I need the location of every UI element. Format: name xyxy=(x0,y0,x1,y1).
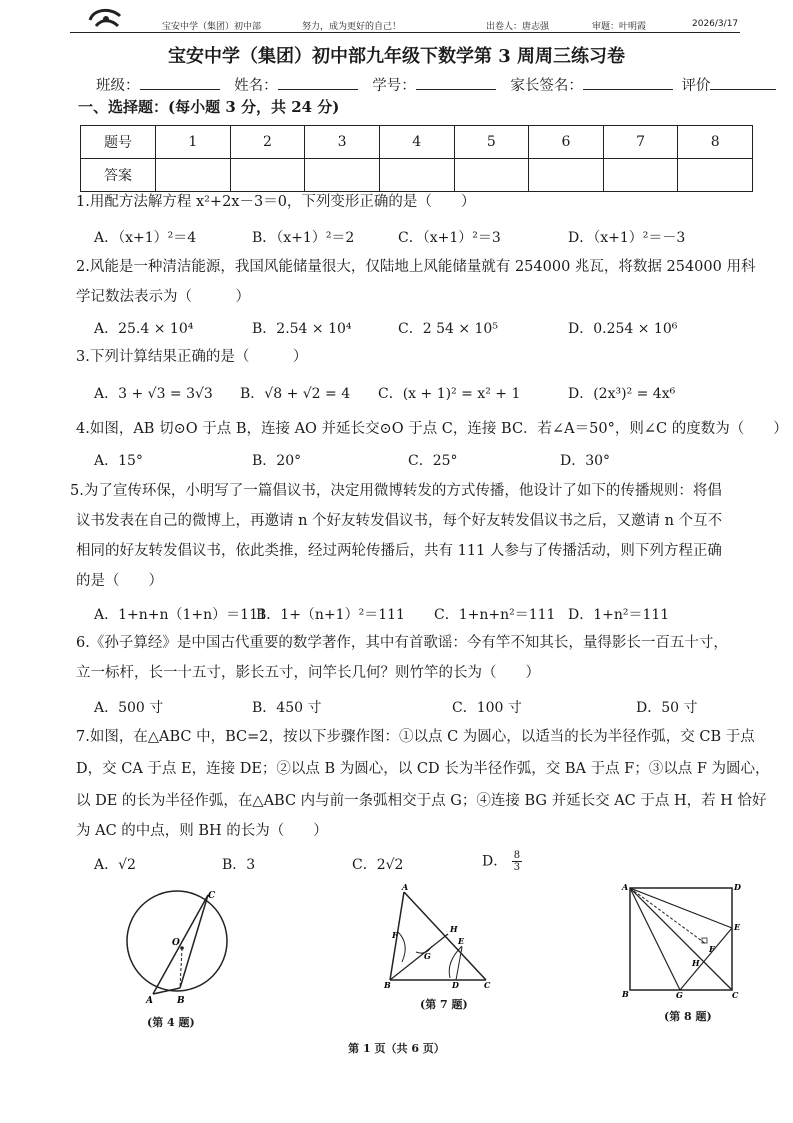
q1-option-a: A．（x+1）²＝4 xyxy=(94,230,197,246)
figure-8 xyxy=(614,880,744,1000)
question-1-stem: 1.用配方法解方程 x²+2x－3＝0，下列变形正确的是（ ） xyxy=(76,194,476,210)
figure-7-label: D xyxy=(452,980,459,990)
answer-cell[interactable] xyxy=(379,159,454,192)
figure-8-label: D xyxy=(734,882,741,892)
parent-blank[interactable] xyxy=(583,75,673,90)
q3-option-a: A．3 + √3 = 3√3 xyxy=(94,386,213,402)
logo-graphic xyxy=(86,6,126,32)
fraction xyxy=(512,850,522,873)
figure-7 xyxy=(380,882,500,992)
figure-7-caption: (第 7 题) xyxy=(420,998,468,1011)
fraction-numerator: 8 xyxy=(513,850,521,861)
question-7-stem-cont: D，交 CA 于点 E，连接 DE；②以点 B 为圆心，以 CD 长为半径作弧，交 BA 于点 F；③以点 F 为圆心， xyxy=(76,761,770,777)
q1-option-d: D．（x+1）²＝－3 xyxy=(568,230,686,246)
figure-4-label: A xyxy=(146,996,153,1006)
name-label: 姓名： xyxy=(234,78,278,94)
question-7-stem: 7.如图，在△ABC 中，BC=2，按以下步骤作图：①以点 C 为圆心，以适当的长为半径作弧，交 CB 于点 xyxy=(76,729,755,745)
question-2-stem-cont: 学记数法表示为（ ） xyxy=(76,289,250,305)
table-row xyxy=(81,126,753,159)
q2-option-d: D．0.254 × 10⁶ xyxy=(568,321,678,337)
q5-option-b: B．1+（n+1）²＝111 xyxy=(256,607,405,623)
q4-option-b: B．20° xyxy=(252,453,302,469)
q7-option-c: C．2√2 xyxy=(352,857,404,873)
answer-cell[interactable] xyxy=(454,159,529,192)
header-school: 宝安中学（集团）初中部 xyxy=(162,22,262,32)
figure-7-label: E xyxy=(458,936,465,946)
q1-option-c: C．（x+1）²＝3 xyxy=(398,230,501,246)
q6-option-b: B．450 寸 xyxy=(252,700,322,716)
question-3-stem: 3.下列计算结果正确的是（ ） xyxy=(76,349,308,365)
table-cell: 5 xyxy=(454,126,529,159)
q3-option-d: D．(2x³)² = 4x⁶ xyxy=(568,386,676,402)
table-cell: 答案 xyxy=(81,159,156,192)
eval-blank[interactable] xyxy=(710,75,776,90)
answer-cell[interactable] xyxy=(678,159,753,192)
figure-7-label: B xyxy=(384,980,391,990)
q5-option-c: C．1+n+n²＝111 xyxy=(434,607,556,623)
id-label: 学号： xyxy=(372,78,416,94)
question-5-stem-cont: 议书发表在自己的微博上，再邀请 n 个好友转发倡议书，每个好友转发倡议书之后，又邀请 n 个互不 xyxy=(76,513,723,529)
table-cell: 3 xyxy=(305,126,380,159)
eval-label: 评价 xyxy=(681,78,711,94)
figure-7-label: C xyxy=(484,980,491,990)
class-label: 班级： xyxy=(96,78,140,94)
question-7-stem-cont: 为 AC 的中点，则 BH 的长为（ ） xyxy=(76,823,328,839)
figure-7-label: F xyxy=(392,930,398,940)
q1-option-b: B．（x+1）²＝2 xyxy=(252,230,355,246)
figure-4 xyxy=(120,886,260,1006)
q2-option-a: A．25.4 × 10⁴ xyxy=(94,321,194,337)
question-6-stem-cont: 立一标杆，长一十五寸，影长五寸，问竿长几何？则竹竿的长为（ ） xyxy=(76,665,540,681)
info-line xyxy=(96,74,776,95)
page-title: 宝安中学（集团）初中部九年级下数学第 3 周周三练习卷 xyxy=(167,46,626,67)
answer-cell[interactable] xyxy=(156,159,231,192)
q5-option-d: D．1+n²＝111 xyxy=(568,607,670,623)
question-4-stem: 4.如图，AB 切⊙O 于点 B，连接 AO 并延长交⊙O 于点 C，连接 BC．若∠A＝50°，则∠C 的度数为（ ） xyxy=(76,421,788,437)
header-date: 2026/3/17 xyxy=(692,19,739,29)
q5-option-a: A．1+n+n（1+n）＝111 xyxy=(94,607,267,623)
q3-option-c: C．(x + 1)² = x² + 1 xyxy=(378,386,521,402)
q6-option-a: A．500 寸 xyxy=(94,700,164,716)
q7-option-a: A．√2 xyxy=(94,857,136,873)
q2-option-b: B．2.54 × 10⁴ xyxy=(252,321,352,337)
answer-table xyxy=(80,125,753,192)
table-cell: 4 xyxy=(379,126,454,159)
header-rule xyxy=(70,32,740,33)
figure-7-label: H xyxy=(450,924,458,934)
q6-option-c: C．100 寸 xyxy=(452,700,522,716)
figure-4-label: B xyxy=(177,996,185,1006)
q3-option-b: B．√8 + √2 = 4 xyxy=(240,386,351,402)
header-author: 出卷人：唐志强 xyxy=(486,22,550,32)
q2-option-c: C．2 54 × 10⁵ xyxy=(398,321,498,337)
q4-option-d: D．30° xyxy=(560,453,611,469)
table-cell: 题号 xyxy=(81,126,156,159)
figure-8-label: H xyxy=(692,958,700,968)
q7-option-d-label: D． xyxy=(482,853,508,870)
table-cell: 6 xyxy=(529,126,604,159)
figure-8-label: G xyxy=(676,990,683,1000)
answer-cell[interactable] xyxy=(603,159,678,192)
figure-7-label: A xyxy=(402,882,409,892)
header-motto: 努力，成为更好的自己！ xyxy=(302,22,402,32)
table-cell: 7 xyxy=(603,126,678,159)
question-5-stem-cont: 的是（ ） xyxy=(76,573,163,589)
figure-8-caption: (第 8 题) xyxy=(664,1010,712,1023)
answer-cell[interactable] xyxy=(529,159,604,192)
table-cell: 1 xyxy=(156,126,231,159)
figure-8-label: E xyxy=(734,922,741,932)
parent-label: 家长签名： xyxy=(510,78,583,94)
q4-option-a: A．15° xyxy=(94,453,143,469)
header-reviewer: 审题：叶明霞 xyxy=(592,22,647,32)
table-cell: 8 xyxy=(678,126,753,159)
question-6-stem: 6.《孙子算经》是中国古代重要的数学著作，其中有首歌谣：今有竿不知其长，量得影长一百五十寸， xyxy=(76,635,728,651)
name-blank[interactable] xyxy=(278,75,358,90)
page-footer: 第 1 页（共 6 页） xyxy=(348,1042,445,1055)
figure-8-label: C xyxy=(732,990,739,1000)
question-2-stem: 2.风能是一种清洁能源，我国风能储量很大，仅陆地上风能储量就有 254000 兆瓦，将数据 254000 用科 xyxy=(76,259,756,275)
figure-4-label: C xyxy=(208,891,216,901)
figure-4-label: O xyxy=(172,938,180,948)
question-5-stem: 5.为了宣传环保，小明写了一篇倡议书，决定用微博转发的方式传播，他设计了如下的传播规则：将倡 xyxy=(70,483,722,499)
answer-cell[interactable] xyxy=(305,159,380,192)
answer-cell[interactable] xyxy=(230,159,305,192)
class-blank[interactable] xyxy=(140,75,220,90)
school-logo xyxy=(86,6,126,32)
figure-7-label: G xyxy=(424,951,431,961)
q7-option-b: B．3 xyxy=(222,857,256,873)
figure-8-label: F xyxy=(709,944,715,954)
question-5-stem-cont: 相同的好友转发倡议书，依此类推，经过两轮传播后，共有 111 人参与了传播活动，则下列方程正确 xyxy=(76,543,722,559)
table-cell: 2 xyxy=(230,126,305,159)
id-blank[interactable] xyxy=(416,75,496,90)
table-row xyxy=(81,159,753,192)
question-7-stem-cont: 以 DE 的长为半径作弧，在△ABC 内与前一条弧相交于点 G；④连接 BG 并延长交 AC 于点 H，若 H 恰好 xyxy=(76,793,767,809)
figure-4-caption: (第 4 题) xyxy=(147,1016,195,1029)
q7-option-d xyxy=(482,850,522,873)
figure-8-label: A xyxy=(622,882,629,892)
section-heading: 一、选择题：(每小题 3 分，共 24 分) xyxy=(78,98,340,116)
fraction-denominator: 3 xyxy=(513,862,521,873)
q6-option-d: D．50 寸 xyxy=(636,700,698,716)
q4-option-c: C．25° xyxy=(408,453,458,469)
figure-8-label: B xyxy=(622,989,629,999)
